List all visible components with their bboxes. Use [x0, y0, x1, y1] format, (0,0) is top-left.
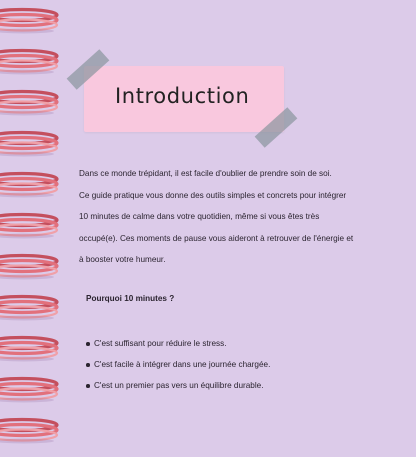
paragraph-line: Ce guide pratique vous donne des outils simples et concrets pour intégrer — [79, 190, 347, 200]
bullet-text: C'est facile à intégrer dans une journée chargée. — [94, 360, 271, 369]
binding-ring — [0, 256, 57, 280]
bullet-item — [86, 375, 270, 396]
bullet-list — [86, 333, 270, 396]
spiral-rings — [0, 0, 70, 452]
bullet-text: C'est suffisant pour réduire le stress. — [94, 339, 227, 348]
intro-paragraph — [79, 163, 399, 271]
binding-ring — [0, 51, 57, 75]
paragraph-line: à booster votre humeur. — [79, 255, 166, 264]
page-title: Introduction — [115, 84, 250, 108]
bullet-item — [86, 333, 270, 354]
paragraph-line: 10 minutes de calme dans votre quotidien, même si vous êtes très — [79, 212, 320, 221]
paragraph-line: occupé(e). Ces moments de pause vous aideront à retrouver de l'énergie et — [79, 233, 354, 243]
bullet-dot-icon — [86, 363, 90, 367]
bullet-text: C'est un premier pas vers un équilibre durable. — [94, 381, 264, 390]
bullet-dot-icon — [86, 384, 90, 388]
bullet-dot-icon — [86, 342, 90, 346]
binding-ring — [0, 338, 57, 362]
binding-ring — [0, 174, 57, 198]
section-subheading: Pourquoi 10 minutes ? — [86, 294, 175, 303]
spiral-binding — [0, 0, 70, 452]
binding-ring — [0, 297, 57, 321]
binding-ring — [0, 10, 57, 34]
binding-ring — [0, 379, 57, 403]
bullet-item — [86, 354, 270, 375]
paragraph-line: Dans ce monde trépidant, il est facile d'oublier de prendre soin de soi. — [79, 169, 332, 178]
binding-ring — [0, 420, 57, 444]
binding-ring — [0, 133, 57, 157]
binding-ring — [0, 215, 57, 239]
binding-ring — [0, 92, 57, 116]
